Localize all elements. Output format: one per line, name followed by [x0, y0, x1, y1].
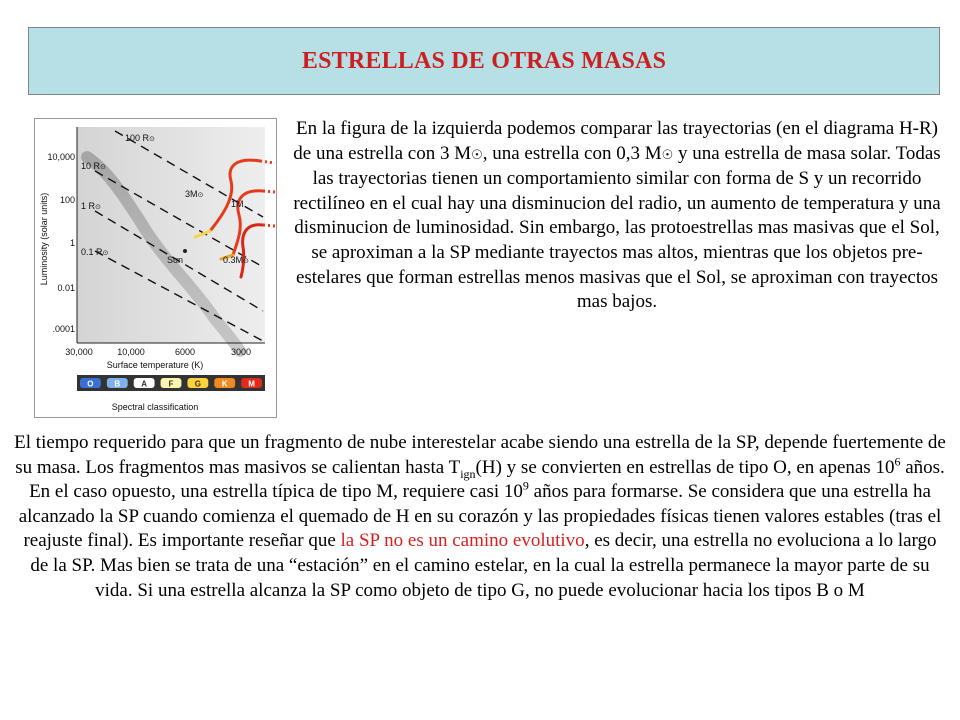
- highlight-text: la SP no es un camino evolutivo: [340, 530, 585, 552]
- sun-symbol: ☉: [661, 146, 674, 162]
- spectral-label: Spectral classification: [111, 402, 199, 412]
- para1-text-1: En la figura de la izquierda podemos comparar las trayectorias (en el diagrama H-R) de una estrella con 3 M: [293, 118, 939, 164]
- para2-text-5: , es decir, una estrella no evoluciona a lo largo de la SP. Mas bien se trata de una “estación” en el camino estelar, en la cual la estrella permanece la mayor parte de su vida. Si una estrella alcanza la SP como objeto de tipo G, no puede evolucionar hacia los tipos B o M: [30, 530, 937, 601]
- y-tick-1: 1: [69, 238, 75, 248]
- sun-label: Sun: [167, 255, 184, 265]
- hr-diagram: [35, 119, 276, 417]
- sun-symbol: ☉: [471, 146, 483, 162]
- para2-text-2: (H) y se convierten en estrellas de tipo O, en apenas 10: [475, 456, 895, 478]
- y-tick-00001: .0001: [52, 324, 75, 334]
- track-label-1m: 1M: [231, 199, 244, 209]
- paragraph-formation-time: [14, 431, 946, 603]
- x-tick-10000: 10,000: [117, 347, 145, 357]
- radius-label-01: 0.1 R⊙: [81, 247, 109, 257]
- spectral-class-f: F: [168, 379, 174, 389]
- radius-label-100: 100 R⊙: [125, 133, 155, 143]
- para1-text-2: , una estrella con 0,3 M: [482, 142, 662, 164]
- track-label-3m: 3M⊙: [185, 189, 204, 199]
- sun-marker: [183, 249, 187, 253]
- x-tick-3000: 3000: [230, 347, 252, 357]
- y-tick-100: 100: [59, 195, 75, 205]
- spectral-class-a: A: [141, 379, 148, 389]
- radius-label-10: 10 R⊙: [81, 161, 106, 171]
- para2-text-4: años para formarse. Se considera que una estrella ha alcanzado la SP cuando comienza el quemado de H en su corazón y las propiedades físicas tienen valores estables (tras el reajuste final). Es importante reseñar que: [18, 481, 942, 552]
- y-axis-label: Luminosity (solar units): [39, 192, 49, 286]
- track-label-03m: 0.3M⊙: [223, 255, 249, 265]
- x-tick-6000: 6000: [174, 347, 196, 357]
- hr-diagram-figure: [34, 118, 277, 418]
- superscript-6: 6: [894, 454, 901, 469]
- para2-text-1: El tiempo requerido para que un fragmento de nube interestelar acabe siendo una estrella de la SP, depende fuertemente de su masa. Los fragmentos mas masivos se calientan hasta T: [14, 432, 946, 478]
- spectral-class-g: G: [194, 379, 201, 389]
- spectral-class-b: B: [114, 379, 121, 389]
- spectral-class-o: O: [87, 379, 94, 389]
- plot-area: [77, 127, 265, 343]
- y-tick-001: 0.01: [57, 283, 75, 293]
- spectral-class-m: M: [248, 379, 255, 389]
- radius-label-1: 1 R⊙: [81, 201, 101, 211]
- spectral-class-k: K: [221, 379, 228, 389]
- spectral-bar: [77, 375, 265, 391]
- para1-text-3: y una estrella de masa solar. Todas las trayectorias tienen un comportamiento similar con forma de S y un recorrido rectilíneo en el cual hay una disminucion del radio, un aumento de temperatura y una disminucion de luminosidad. Sin embargo, las protoestrellas mas masivas que el Sol, se aproximan a la SP mediante trayectos mas altos, mientras que los objetos pre-estelares que forman estrellas menos masivas que el Sol, se aproximan con trayectos mas bajos.: [293, 142, 941, 313]
- para2-text-3: años. En el caso opuesto, una estrella típica de tipo M, requiere casi 10: [29, 456, 945, 503]
- superscript-9: 9: [522, 478, 529, 493]
- y-tick-10000: 10,000: [47, 152, 75, 162]
- paragraph-figure-description: [292, 117, 942, 315]
- x-axis-label: Surface temperature (K): [106, 360, 204, 370]
- subscript-ign: ign: [460, 466, 476, 481]
- x-tick-30000: 30,000: [65, 347, 93, 357]
- page-title: ESTRELLAS DE OTRAS MASAS: [301, 47, 667, 74]
- title-banner: [28, 27, 940, 95]
